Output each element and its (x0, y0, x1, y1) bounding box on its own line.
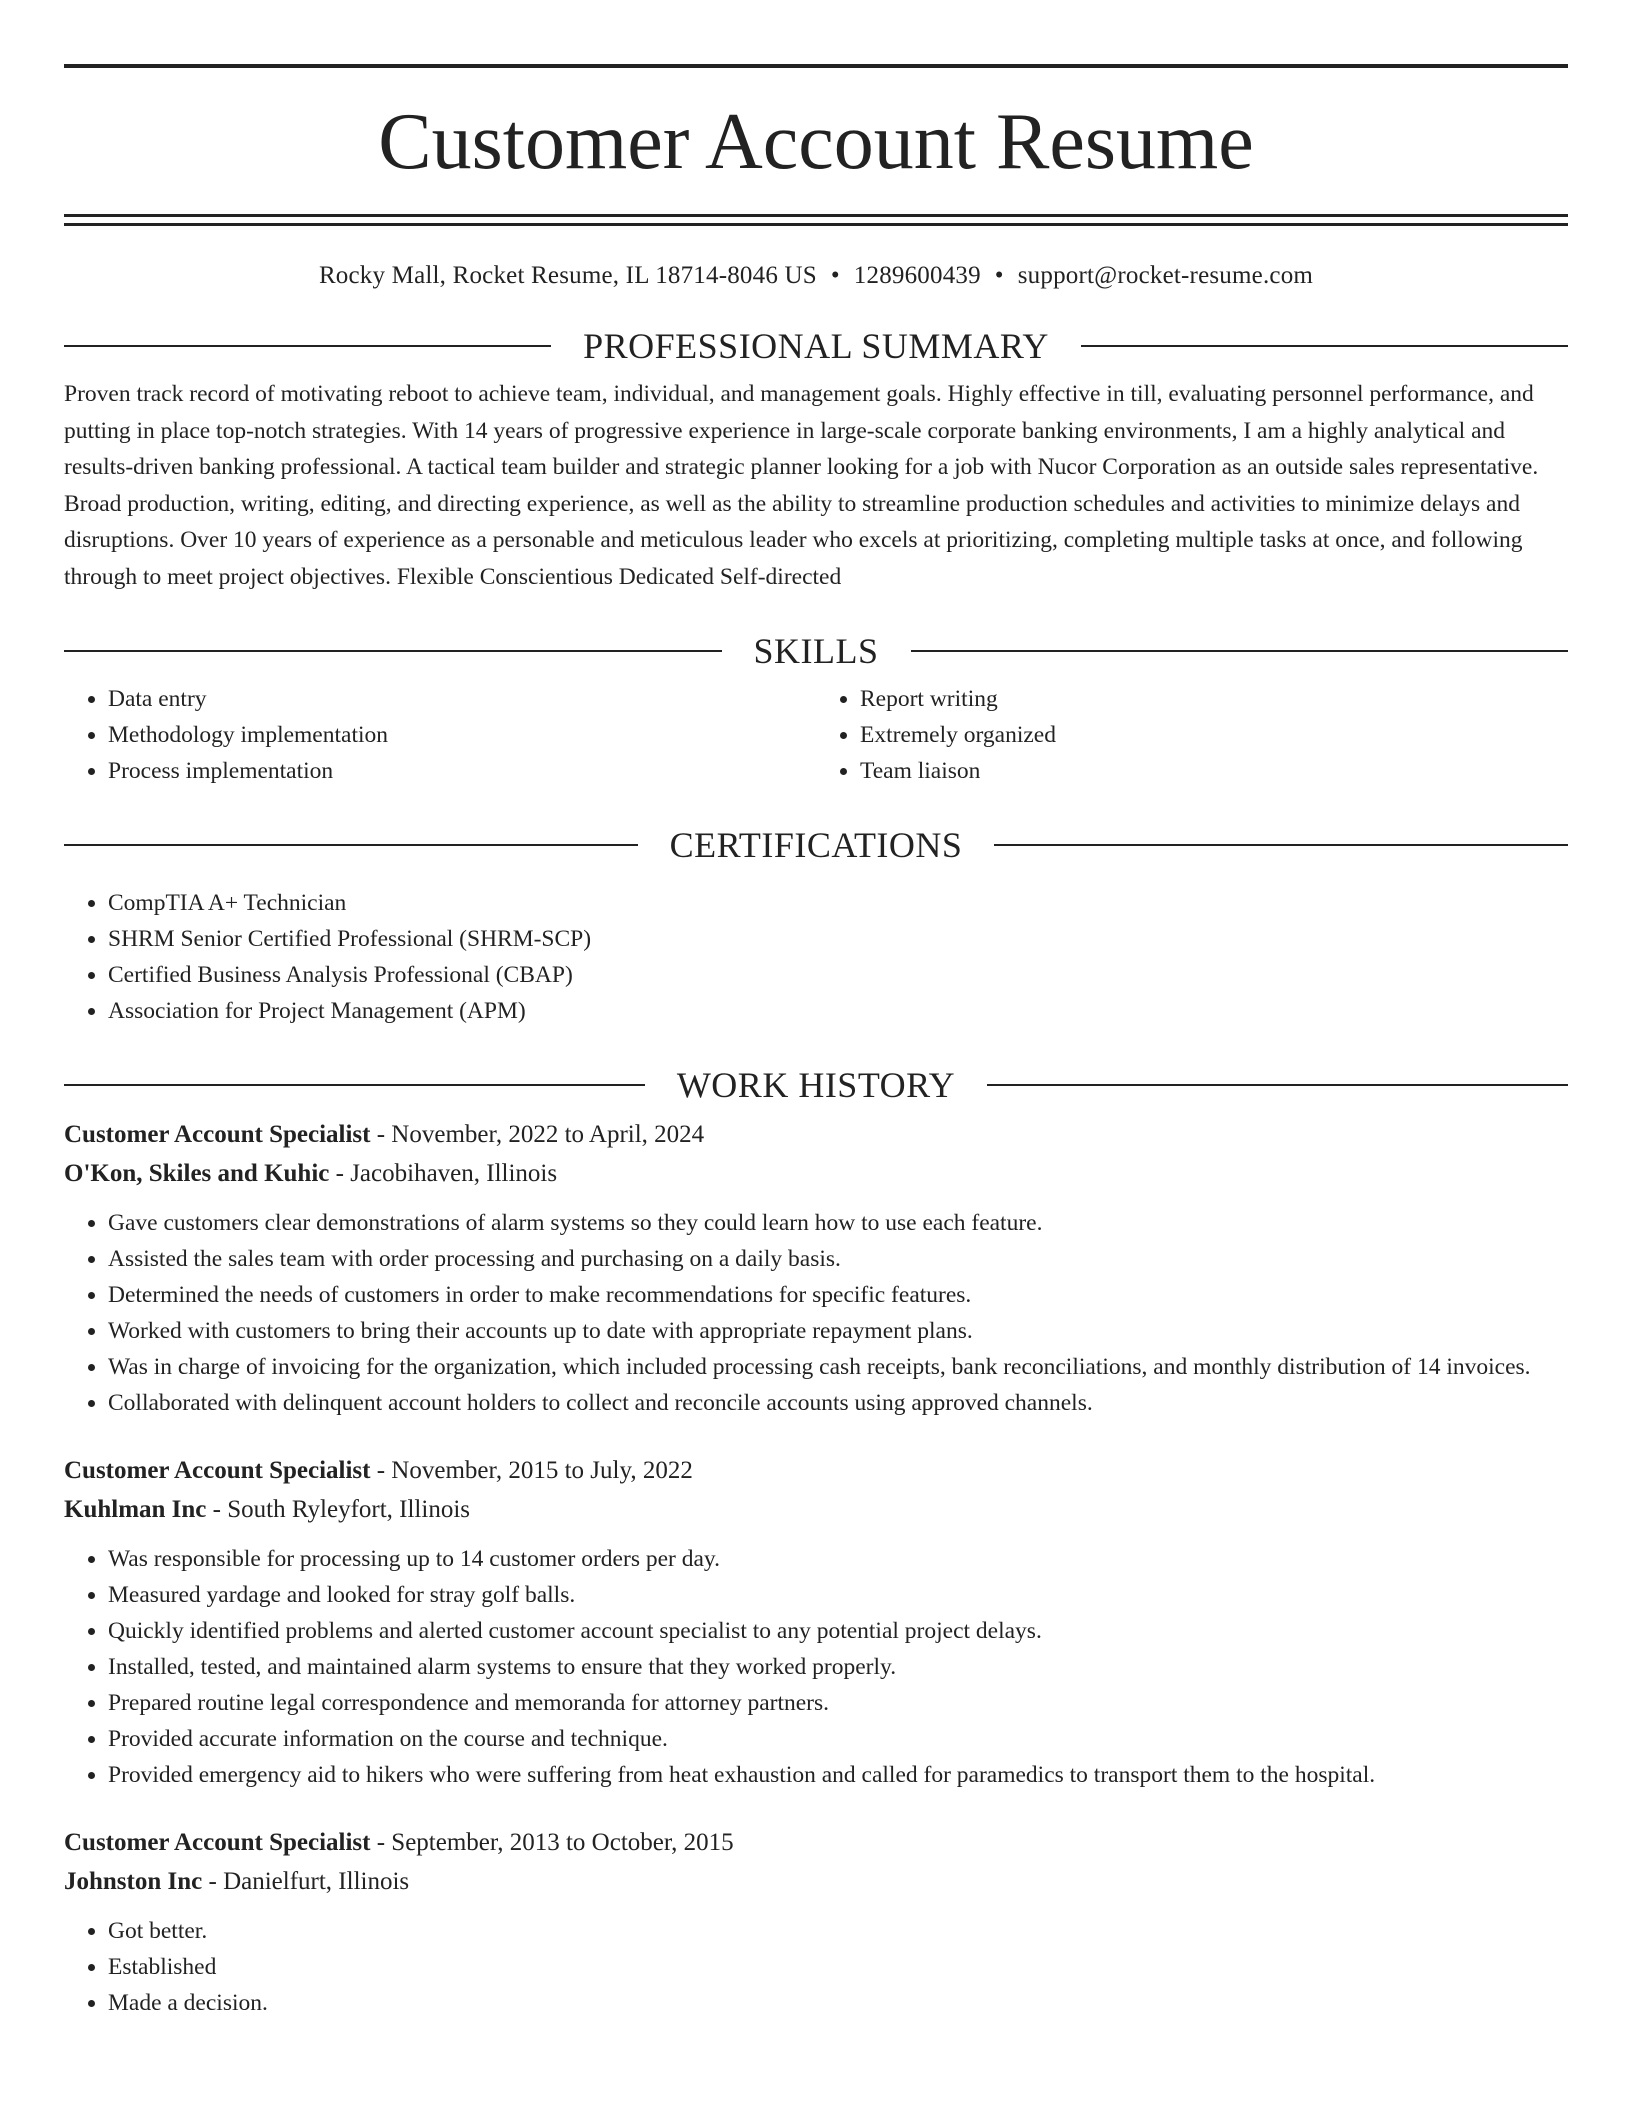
job-bullet: • Was responsible for processing up to 14 customer orders per day. (108, 1541, 1568, 1577)
job-dates: - September, 2013 to October, 2015 (370, 1829, 734, 1856)
job-bullet: • Provided accurate information on the course and technique. (108, 1721, 1568, 1757)
job-location: - Jacobihaven, Illinois (329, 1160, 558, 1187)
contact-separator: • (830, 262, 840, 289)
job-bullet: • Made a decision. (108, 1985, 1568, 2021)
section-title: SKILLS (753, 631, 879, 671)
job-title: Customer Account Specialist (64, 1121, 371, 1148)
job-bullet: • Established (108, 1949, 1568, 1985)
contact-line (64, 262, 1568, 290)
summary-text: Proven track record of motivating reboot to achieve team, individual, and management goals. Highly effective in till, evaluating personnel performance, and putting in place top-notch strategies. With 14 years of progressive experience in large-scale corporate banking environments, I am a highly analytical and results-driven banking professional. A tactical team builder and strategic planner looking for a job with Nucor Corporation as an outside sales representative. Broad production, writing, editing, and directing experience, as well as the ability to streamline production schedules and activities to minimize delays and disruptions. Over 10 years of experience as a personable and meticulous leader who excels at prioritizing, completing multiple tasks at once, and following through to meet project objectives. Flexible Conscientious Dedicated Self-directed (64, 381, 1539, 590)
skill-item: • Methodology implementation (108, 717, 816, 753)
section-title: PROFESSIONAL SUMMARY (583, 326, 1049, 366)
job-title-line (64, 1823, 1568, 1862)
heading-rule-right (911, 650, 1569, 652)
job-bullet: • Installed, tested, and maintained alarm systems to ensure that they worked properly. (108, 1649, 1568, 1685)
skill-item: • Team liaison (860, 753, 1568, 789)
job-title-line (64, 1115, 1568, 1154)
heading-rule-right (1081, 345, 1568, 347)
skills-grid (64, 681, 1568, 789)
job-bullet: • Collaborated with delinquent account holders to collect and reconcile accounts using approved channels. (108, 1385, 1568, 1421)
section-heading-summary (64, 328, 1568, 364)
skills-list-left (64, 681, 816, 789)
job-bullet: • Prepared routine legal correspondence and memoranda for attorney partners. (108, 1685, 1568, 1721)
job-location: - South Ryleyfort, Illinois (206, 1496, 470, 1523)
page-title: Customer Account Resume (378, 98, 1254, 186)
job-dates: - November, 2022 to April, 2024 (370, 1121, 705, 1148)
job-bullets (64, 1913, 1568, 2021)
heading-rule-left (64, 650, 722, 652)
job-bullet: • Measured yardage and looked for stray golf balls. (108, 1577, 1568, 1613)
job-company: Johnston Inc (64, 1868, 203, 1895)
job-company-line (64, 1490, 1568, 1529)
job-company-line (64, 1862, 1568, 1901)
job-bullet: • Assisted the sales team with order processing and purchasing on a daily basis. (108, 1241, 1568, 1277)
skill-item: • Report writing (860, 681, 1568, 717)
job-entry (64, 1823, 1568, 2021)
job-dates: - November, 2015 to July, 2022 (370, 1457, 693, 1484)
job-title: Customer Account Specialist (64, 1829, 371, 1856)
certification-item: • Certified Business Analysis Professional (CBAP) (108, 957, 1568, 993)
heading-rule-left (64, 345, 551, 347)
section-title: WORK HISTORY (676, 1065, 956, 1105)
certification-item: • CompTIA A+ Technician (108, 885, 1568, 921)
skill-item: • Data entry (108, 681, 816, 717)
job-bullet: • Was in charge of invoicing for the organization, which included processing cash receipts, bank reconciliations, and monthly distribution of 14 invoices. (108, 1349, 1568, 1385)
heading-rule-left (64, 844, 638, 846)
job-bullet: • Determined the needs of customers in order to make recommendations for specific features. (108, 1277, 1568, 1313)
certification-item: • SHRM Senior Certified Professional (SHRM-SCP) (108, 921, 1568, 957)
job-entry (64, 1115, 1568, 1421)
job-bullet: • Worked with customers to bring their accounts up to date with appropriate repayment plans. (108, 1313, 1568, 1349)
skill-item: • Extremely organized (860, 717, 1568, 753)
section-heading-skills (64, 633, 1568, 669)
skills-list-right (816, 681, 1568, 789)
job-company: Kuhlman Inc (64, 1496, 207, 1523)
job-entry (64, 1451, 1568, 1793)
job-location: - Danielfurt, Illinois (202, 1868, 410, 1895)
job-bullet: • Quickly identified problems and alerted customer account specialist to any potential project delays. (108, 1613, 1568, 1649)
heading-rule-left (64, 1084, 645, 1086)
contact-address: Rocky Mall, Rocket Resume, IL 18714-8046 US (318, 262, 817, 289)
section-title: CERTIFICATIONS (669, 825, 963, 865)
skill-item: • Process implementation (108, 753, 816, 789)
contact-separator: • (994, 262, 1004, 289)
title-double-divider (64, 214, 1568, 226)
contact-email: support@rocket-resume.com (1017, 262, 1314, 289)
certifications-list (64, 885, 1568, 1029)
section-heading-work-history (64, 1067, 1568, 1103)
job-bullet: • Gave customers clear demonstrations of alarm systems so they could learn how to use each feature. (108, 1205, 1568, 1241)
certification-item: • Association for Project Management (APM) (108, 993, 1568, 1029)
job-company-line (64, 1154, 1568, 1193)
heading-rule-right (994, 844, 1568, 846)
heading-rule-right (987, 1084, 1568, 1086)
job-bullets (64, 1205, 1568, 1421)
top-divider (64, 64, 1568, 68)
job-bullet: • Provided emergency aid to hikers who were suffering from heat exhaustion and called for paramedics to transport them to the hospital. (108, 1757, 1568, 1793)
job-company: O'Kon, Skiles and Kuhic (64, 1160, 330, 1187)
job-bullet: • Got better. (108, 1913, 1568, 1949)
contact-phone: 1289600439 (853, 262, 981, 289)
section-heading-certifications (64, 827, 1568, 863)
job-title-line (64, 1451, 1568, 1490)
job-title: Customer Account Specialist (64, 1457, 371, 1484)
job-bullets (64, 1541, 1568, 1793)
